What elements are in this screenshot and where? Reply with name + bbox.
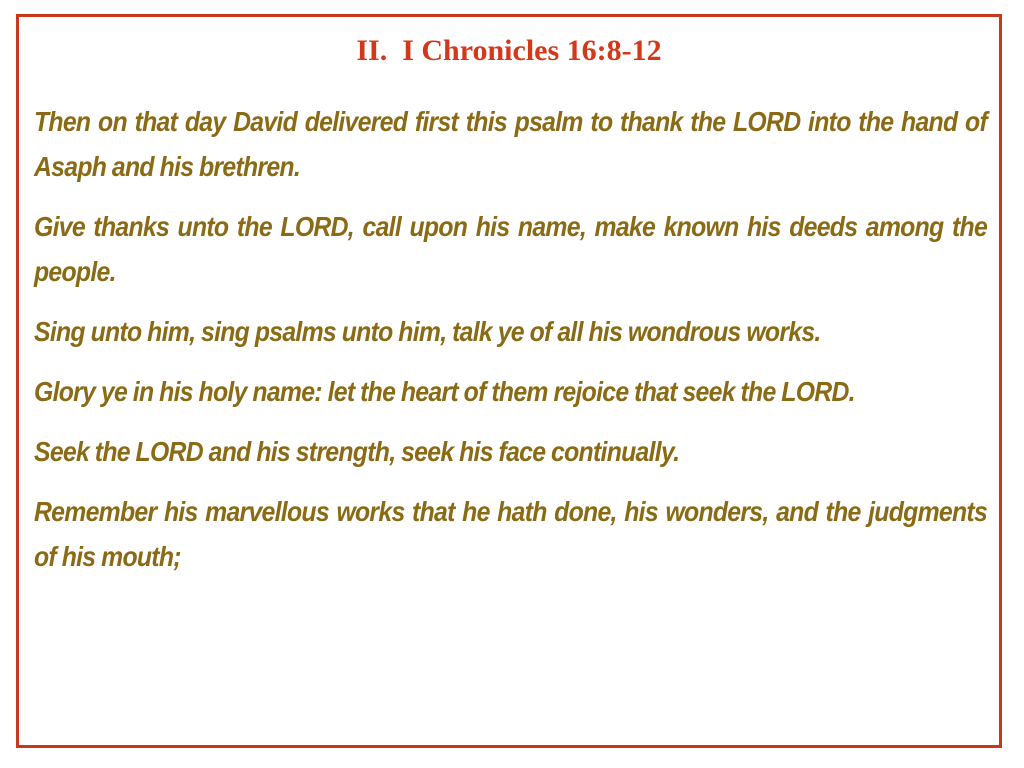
- slide-frame: [16, 14, 1002, 748]
- verse-list: [34, 99, 987, 594]
- verse-paragraph: Glory ye in his holy name: let the heart of them rejoice that seek the LORD.: [34, 376, 855, 407]
- verse-paragraph: Then on that day David delivered first this psalm to thank the LORD into the hand of Asaph and his brethren.: [34, 106, 988, 182]
- verse-paragraph: Give thanks unto the LORD, call upon his name, make known his deeds among the people.: [34, 211, 988, 287]
- slide-title: II. I Chronicles 16:8-12: [356, 34, 662, 67]
- verse-paragraph: Remember his marvellous works that he hath done, his wonders, and the judgments of his mouth;: [34, 496, 988, 572]
- verse-paragraph: Seek the LORD and his strength, seek his face continually.: [34, 436, 680, 467]
- verse-paragraph: Sing unto him, sing psalms unto him, talk ye of all his wondrous works.: [34, 316, 821, 347]
